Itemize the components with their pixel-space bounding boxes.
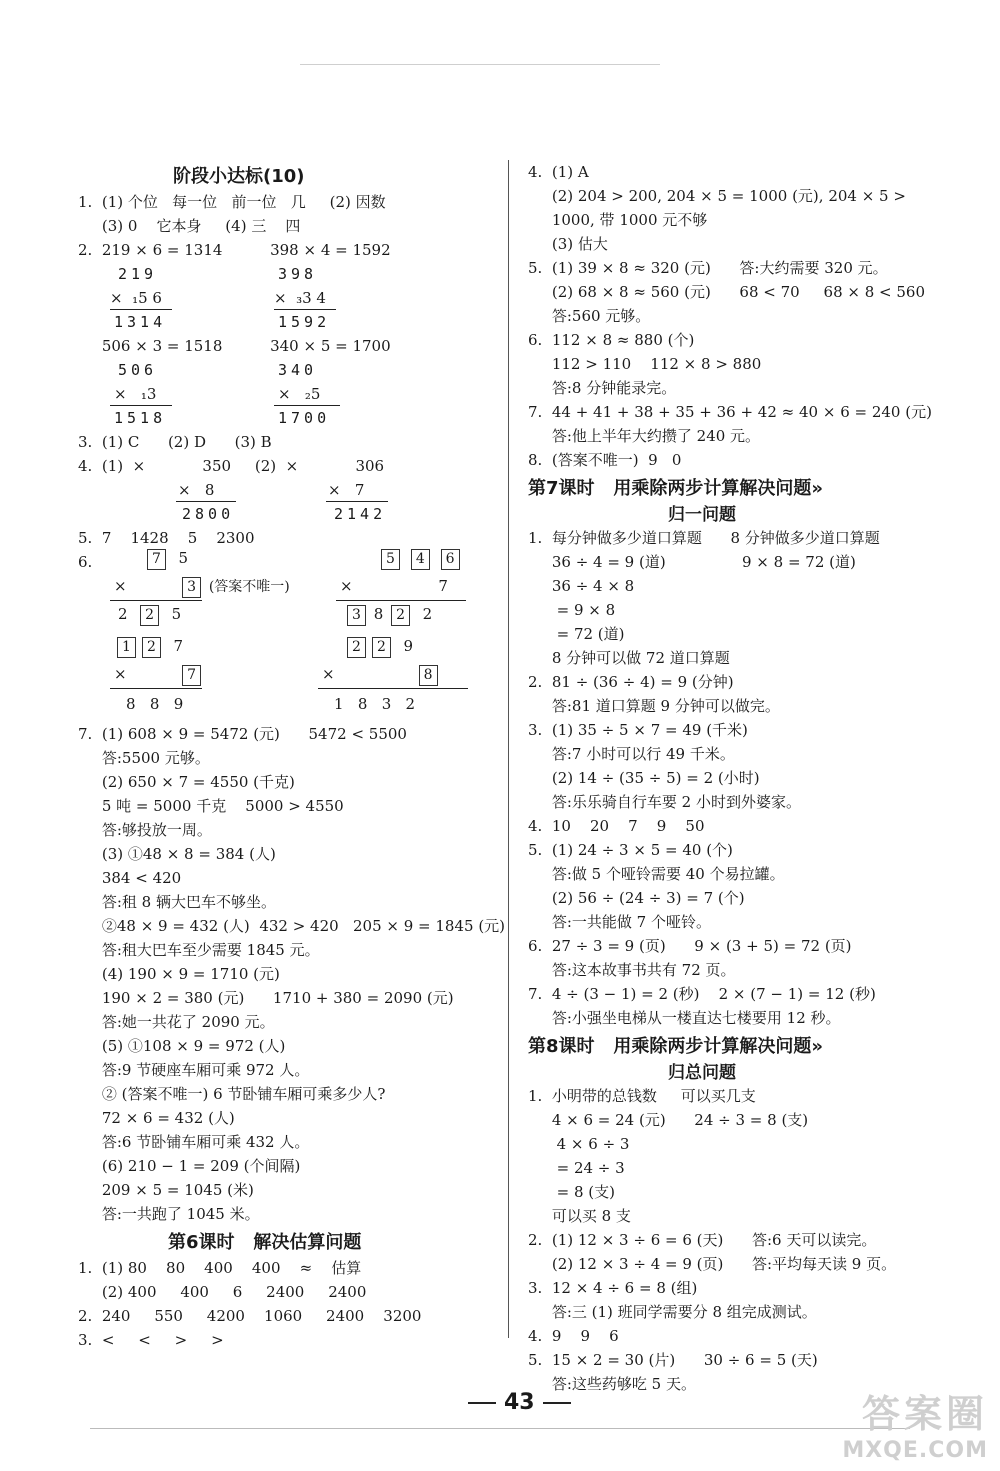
- b3-line-1: 3. 12 × 4 ÷ 6 = 8 (组): [528, 1279, 698, 1297]
- q7-line-4: 5 吨 = 5000 千克 5000 > 4550: [78, 797, 344, 815]
- q2-vert4-mult: × ₂5: [278, 385, 321, 403]
- q6-box: 8: [419, 665, 438, 686]
- watermark: [842, 1383, 988, 1463]
- a3-line-1: 3. (1) 35 ÷ 5 × 7 = 49 (千米): [528, 721, 748, 739]
- a3-line-4: 答:乐乐骑自行车要 2 小时到外婆家。: [528, 793, 801, 811]
- q3-line: 3. (1) C (2) D (3) B: [78, 433, 272, 451]
- q7-line-12: 190 × 2 = 380 (元) 1710 + 380 = 2090 (元): [78, 989, 454, 1007]
- r5-line-1: 5. (1) 39 × 8 ≈ 320 (元) 答:大约需要 320 元。: [528, 259, 888, 277]
- q4-vert2-result: 2142: [334, 505, 387, 523]
- q2-vert2-top: 398: [278, 265, 318, 283]
- a1-line-1: 1. 每分钟做多少道口算题 8 分钟做多少道口算题: [528, 529, 880, 547]
- q6-row1-right: [378, 548, 463, 570]
- q7-line-2: 答:5500 元够。: [78, 749, 210, 767]
- section-title-lesson8: [528, 1032, 823, 1058]
- q2-vert2-result: 1592: [278, 313, 331, 331]
- r7-line-1: 7. 44 + 41 + 38 + 35 + 36 + 42 ≈ 40 × 6 = 240 (元): [528, 403, 932, 421]
- a2-line-2: 答:81 道口算题 9 分钟可以做完。: [528, 697, 780, 715]
- q6-box: 2: [391, 605, 410, 626]
- lesson8-label: 第8课时: [528, 1036, 595, 1057]
- q6-rule3: [110, 688, 202, 689]
- q2-vert3-top: 506: [118, 361, 158, 379]
- q7-line-13: 答:她一共花了 2090 元。: [78, 1013, 275, 1031]
- q6-digit: 5: [171, 605, 182, 623]
- q7-line-18: 答:6 节卧铺车厢可乘 432 人。: [78, 1133, 310, 1151]
- q6-row4-left: [114, 636, 183, 658]
- q2-vert3-result: 1518: [114, 409, 167, 427]
- top-rule: [300, 64, 660, 65]
- page-number-value: 43: [504, 1390, 535, 1415]
- b2-line-1: 2. (1) 12 × 3 ÷ 6 = 6 (天) 答:6 天可以读完。: [528, 1231, 877, 1249]
- q6-box: 5: [381, 549, 400, 570]
- q6-box: 2: [140, 605, 159, 626]
- q6-digit: 2: [422, 605, 433, 623]
- q4-vert1-rule: [176, 501, 236, 502]
- r5-line-3: 答:560 元够。: [528, 307, 651, 325]
- a5-line-3: (2) 56 ÷ (24 ÷ 3) = 7 (个): [528, 889, 745, 907]
- q2-vert3-mult: × ₁3: [114, 385, 157, 403]
- a3-line-2: 答:7 小时可以行 49 千米。: [528, 745, 735, 763]
- b1-line-6: 可以买 8 支: [528, 1207, 631, 1225]
- q7-line-9: ②48 × 9 = 432 (人) 432 > 420 205 × 9 = 1845 (元): [78, 917, 506, 935]
- q2-line-e: 506 × 3 = 1518 340 × 5 = 1700: [78, 337, 391, 355]
- q6-box: 2: [142, 637, 161, 658]
- q6-box: 1: [117, 637, 136, 658]
- q6-note: (答案不唯一): [208, 579, 290, 595]
- q6-digit: 9: [403, 637, 414, 655]
- b1-line-4: = 24 ÷ 3: [528, 1159, 625, 1177]
- q6-box: 4: [411, 549, 430, 570]
- a6-line-1: 6. 27 ÷ 3 = 9 (页) 9 × (3 + 5) = 72 (页): [528, 937, 852, 955]
- bottom-rule: [90, 1428, 910, 1429]
- b3-line-2: 答:三 (1) 班同学需要分 8 组完成测试。: [528, 1303, 817, 1321]
- q4-vert1-result: 2800: [182, 505, 235, 523]
- q6-digit: 2: [118, 605, 128, 623]
- q7-line-20: 209 × 5 = 1045 (米): [78, 1181, 254, 1199]
- q1-line-a: 1. (1) 个位 每一位 前一位 几 (2) 因数: [78, 193, 386, 211]
- page-number: [460, 1390, 579, 1415]
- q6-digit: 7: [438, 577, 448, 595]
- a1-line-4: = 9 × 8: [528, 601, 616, 619]
- q7-line-8: 答:租 8 辆大巴车不够坐。: [78, 893, 276, 911]
- lesson6-label: 第6课时: [168, 1232, 235, 1253]
- watermark-top: 答案圈: [861, 1392, 988, 1436]
- q6-times: ×: [340, 577, 353, 595]
- s6-line-2: (2) 400 400 6 2400 2400: [78, 1283, 367, 1301]
- r4-line-2: (2) 204 > 200, 204 × 5 = 1000 (元), 204 × 5 >: [528, 187, 906, 205]
- q6-row4-right: [344, 636, 413, 658]
- s6-line-4: 3. < < > >: [78, 1331, 224, 1349]
- q6-row6-left: 8 8 9: [126, 695, 184, 713]
- a7-line-2: 答:小强坐电梯从一楼直达七楼要用 12 秒。: [528, 1009, 841, 1027]
- r8-line: 8. (答案不唯一) 9 0: [528, 451, 682, 469]
- q6-row5-left: [114, 664, 204, 686]
- q6-row1-left: [144, 548, 188, 570]
- r4-line-4: (3) 估大: [528, 235, 608, 253]
- q6-box: 7: [147, 549, 166, 570]
- q7-line-3: (2) 650 × 7 = 4550 (千克): [78, 773, 295, 791]
- lesson7-topic: 用乘除两步计算解决问题»: [613, 478, 823, 499]
- q7-line-7: 384 < 420: [78, 869, 182, 887]
- q6-row3-left: [118, 604, 181, 626]
- q7-line-15: 答:9 节硬座车厢可乘 972 人。: [78, 1061, 310, 1079]
- q6-row5-right: [322, 664, 441, 686]
- q6-digit: 7: [173, 637, 184, 655]
- q6-row3-right: [344, 604, 432, 626]
- q7-line-5: 答:够投放一周。: [78, 821, 212, 839]
- q6-times: ×: [322, 665, 335, 683]
- r6-line-3: 答:8 分钟能录完。: [528, 379, 677, 397]
- a1-line-2: 36 ÷ 4 = 9 (道) 9 × 8 = 72 (道): [528, 553, 856, 571]
- q2-vert4-result: 1700: [278, 409, 331, 427]
- a5-line-4: 答:一共能做 7 个哑铃。: [528, 913, 711, 931]
- q6-box: 7: [182, 665, 201, 686]
- q6-times: ×: [114, 665, 127, 683]
- q7-line-17: 72 × 6 = 432 (人): [78, 1109, 235, 1127]
- q2-vert1-mult: × ₁5 6: [110, 289, 162, 307]
- lesson8-subtitle: 归总问题: [668, 1063, 736, 1083]
- q6-box: 6: [441, 549, 460, 570]
- b4-line: 4. 9 9 6: [528, 1327, 619, 1345]
- q6-row6-right: 1 8 3 2: [334, 695, 416, 713]
- q2-vert3-rule: [110, 405, 172, 406]
- b1-line-2: 4 × 6 = 24 (元) 24 ÷ 3 = 8 (支): [528, 1111, 809, 1129]
- a2-line-1: 2. 81 ÷ (36 ÷ 4) = 9 (分钟): [528, 673, 734, 691]
- a4-line: 4. 10 20 7 9 50: [528, 817, 705, 835]
- q2-vert1-result: 1314: [114, 313, 167, 331]
- a5-line-1: 5. (1) 24 ÷ 3 × 5 = 40 (个): [528, 841, 733, 859]
- q7-line-6: (3) ①48 × 8 = 384 (人): [78, 845, 276, 863]
- q4-vert2-rule: [326, 501, 388, 502]
- q6-digit: 5: [178, 549, 189, 567]
- b5-line-2: 答:这些药够吃 5 天。: [528, 1375, 696, 1393]
- s6-line-3: 2. 240 550 4200 1060 2400 3200: [78, 1307, 422, 1325]
- a1-line-3: 36 ÷ 4 × 8: [528, 577, 635, 595]
- lesson8-topic: 用乘除两步计算解决问题»: [613, 1036, 823, 1057]
- q7-line-16: ② (答案不唯一) 6 节卧铺车厢可乘多少人?: [78, 1085, 386, 1103]
- q6-rule1: [110, 600, 202, 601]
- q4-line-a: 4. (1) × 350 (2) × 306: [78, 457, 385, 475]
- q1-line-b: (3) 0 它本身 (4) 三 四: [78, 217, 301, 235]
- q4-vert1-mult: × 8: [178, 481, 215, 499]
- lesson7-subtitle: 归一问题: [668, 505, 736, 525]
- a1-line-5: = 72 (道): [528, 625, 625, 643]
- dash-right: [543, 1402, 571, 1404]
- column-divider: [508, 160, 509, 1338]
- r4-line-1: 4. (1) A: [528, 163, 589, 181]
- a1-line-6: 8 分钟可以做 72 道口算题: [528, 649, 730, 667]
- section-title-stage-test: 阶段小达标(10): [173, 166, 305, 187]
- section-title-lesson6: [168, 1228, 361, 1254]
- lesson6-topic: 解决估算问题: [253, 1232, 362, 1253]
- q2-vert1-rule: [110, 309, 172, 310]
- a3-line-3: (2) 14 ÷ (35 ÷ 5) = 2 (小时): [528, 769, 760, 787]
- q6-label: 6.: [78, 553, 93, 571]
- q2-vert2-mult: × ₃3 4: [274, 289, 326, 307]
- q6-row2-left: [114, 576, 290, 598]
- q6-box: 3: [347, 605, 366, 626]
- q7-line-10: 答:租大巴车至少需要 1845 元。: [78, 941, 320, 959]
- q6-box: 3: [182, 577, 201, 598]
- a6-line-2: 答:这本故事书共有 72 页。: [528, 961, 736, 979]
- q2-vert2-rule: [274, 309, 336, 310]
- q2-vert4-top: 340: [278, 361, 318, 379]
- q6-box: 2: [372, 637, 391, 658]
- s6-line-1: 1. (1) 80 80 400 400 ≈ 估算: [78, 1259, 362, 1277]
- q7-line-19: (6) 210 − 1 = 209 (个间隔): [78, 1157, 301, 1175]
- q7-line-11: (4) 190 × 9 = 1710 (元): [78, 965, 280, 983]
- r6-line-2: 112 > 110 112 × 8 > 880: [528, 355, 762, 373]
- q2-vert4-rule: [274, 405, 340, 406]
- q6-rule4: [318, 688, 468, 689]
- a5-line-2: 答:做 5 个哑铃需要 40 个易拉罐。: [528, 865, 785, 883]
- b2-line-2: (2) 12 × 3 ÷ 4 = 9 (页) 答:平均每天读 9 页。: [528, 1255, 897, 1273]
- b1-line-5: = 8 (支): [528, 1183, 615, 1201]
- q6-rule2: [336, 600, 466, 601]
- q2-line-a: 2. 219 × 6 = 1314 398 × 4 = 1592: [78, 241, 391, 259]
- lesson7-label: 第7课时: [528, 478, 595, 499]
- q7-line-21: 答:一共跑了 1045 米。: [78, 1205, 260, 1223]
- r6-line-1: 6. 112 × 8 ≈ 880 (个): [528, 331, 695, 349]
- watermark-bottom: MXQE.COM: [842, 1438, 988, 1463]
- section-title-lesson7: [528, 474, 823, 500]
- q5-line: 5. 7 1428 5 2300: [78, 529, 255, 547]
- q4-vert2-mult: × 7: [328, 481, 365, 499]
- q7-line-1: 7. (1) 608 × 9 = 5472 (元) 5472 < 5500: [78, 725, 407, 743]
- b5-line-1: 5. 15 × 2 = 30 (片) 30 ÷ 6 = 5 (天): [528, 1351, 818, 1369]
- a7-line-1: 7. 4 ÷ (3 − 1) = 2 (秒) 2 × (7 − 1) = 12 (秒): [528, 985, 876, 1003]
- q2-vert1-top: 219: [118, 265, 158, 283]
- dash-left: [468, 1402, 496, 1404]
- q6-box: 2: [347, 637, 366, 658]
- b1-line-3: 4 × 6 ÷ 3: [528, 1135, 630, 1153]
- q7-line-14: (5) ①108 × 9 = 972 (人): [78, 1037, 286, 1055]
- b1-line-1: 1. 小明带的总钱数 可以买几支: [528, 1087, 756, 1105]
- r5-line-2: (2) 68 × 8 ≈ 560 (元) 68 < 70 68 × 8 < 560: [528, 283, 925, 301]
- q6-times: ×: [114, 577, 127, 595]
- q6-digit: 8: [373, 605, 384, 623]
- r7-line-2: 答:他上半年大约攒了 240 元。: [528, 427, 761, 445]
- q6-row2-right: [340, 576, 448, 596]
- r4-line-3: 1000, 带 1000 元不够: [528, 211, 708, 229]
